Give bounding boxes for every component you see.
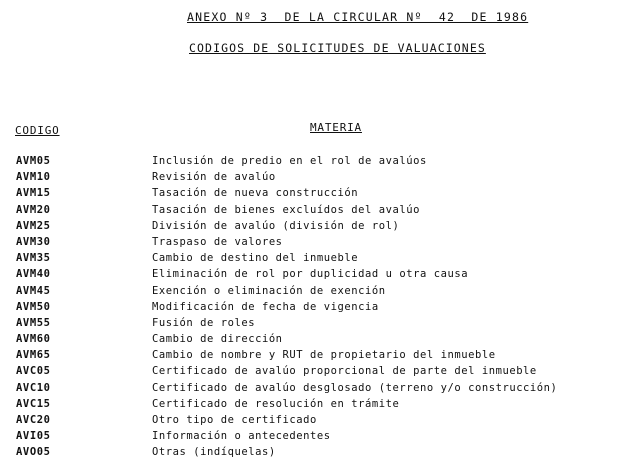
materia-cell: Revisión de avalúo: [152, 171, 276, 184]
code-cell: AVM35: [16, 252, 51, 265]
table-row: [0, 430, 630, 446]
codes-table: [0, 155, 630, 463]
materia-cell: Inclusión de predio en el rol de avalúos: [152, 155, 427, 167]
materia-cell: Certificado de resolución en trámite: [152, 397, 400, 410]
table-row: [0, 204, 630, 220]
materia-cell: Tasación de bienes excluídos del avalúo: [152, 203, 420, 216]
materia-cell: Certificado de avalúo proporcional de parte del inmueble: [152, 365, 537, 378]
materia-cell: Otro tipo de certificado: [152, 414, 317, 426]
code-cell: AVM50: [16, 300, 51, 313]
materia-cell: Cambio de nombre y RUT de propietario del inmueble: [152, 349, 496, 362]
materia-cell: Fusión de roles: [152, 316, 256, 329]
table-row: [0, 220, 630, 236]
code-cell: AVM60: [16, 333, 51, 346]
table-row: [0, 365, 630, 381]
table-row: [0, 252, 630, 268]
materia-cell: Certificado de avalúo desglosado (terreno y/o construcción): [152, 381, 558, 394]
annex-heading: ANEXO Nº 3 DE LA CIRCULAR Nº 42 DE 1986: [187, 10, 529, 24]
table-row: [0, 155, 630, 171]
code-cell: AVM15: [16, 187, 51, 200]
table-row: [0, 187, 630, 203]
materia-cell: Traspaso de valores: [152, 235, 283, 248]
code-cell: AVC15: [16, 397, 51, 410]
materia-cell: Eliminación de rol por duplicidad u otra causa: [152, 268, 469, 281]
table-row: [0, 268, 630, 284]
table-row: [0, 414, 630, 430]
materia-cell: Cambio de destino del inmueble: [152, 252, 359, 265]
materia-cell: Modificación de fecha de vigencia: [152, 300, 379, 313]
code-cell: AVM40: [16, 268, 51, 281]
table-row: [0, 398, 630, 414]
code-cell: AVC10: [16, 381, 51, 394]
document-title: CODIGOS DE SOLICITUDES DE VALUACIONES: [189, 41, 486, 55]
code-cell: AVC20: [16, 414, 51, 426]
materia-cell: Tasación de nueva construcción: [152, 187, 359, 200]
table-row: [0, 285, 630, 301]
table-row: [0, 301, 630, 317]
materia-cell: Cambio de dirección: [152, 333, 283, 346]
materia-cell: Información o antecedentes: [152, 430, 331, 443]
column-header-codigo: CODIGO: [15, 124, 60, 137]
table-row: [0, 349, 630, 365]
code-cell: AVM20: [16, 203, 51, 216]
code-cell: AVM10: [16, 171, 51, 184]
code-cell: AVO05: [16, 446, 51, 459]
code-cell: AVM30: [16, 235, 51, 248]
code-cell: AVM25: [16, 219, 51, 232]
table-row: [0, 171, 630, 187]
table-row: [0, 236, 630, 252]
code-cell: AVC05: [16, 365, 51, 378]
code-cell: AVM65: [16, 349, 51, 362]
code-cell: AVM05: [16, 155, 51, 167]
materia-cell: Otras (indíquelas): [152, 446, 276, 459]
column-header-materia: MATERIA: [310, 121, 362, 134]
table-row: [0, 446, 630, 462]
table-row: [0, 382, 630, 398]
code-cell: AVM45: [16, 284, 51, 297]
table-row: [0, 317, 630, 333]
materia-cell: División de avalúo (división de rol): [152, 219, 400, 232]
materia-cell: Exención o eliminación de exención: [152, 284, 386, 297]
code-cell: AVM55: [16, 316, 51, 329]
table-row: [0, 333, 630, 349]
code-cell: AVI05: [16, 430, 51, 443]
